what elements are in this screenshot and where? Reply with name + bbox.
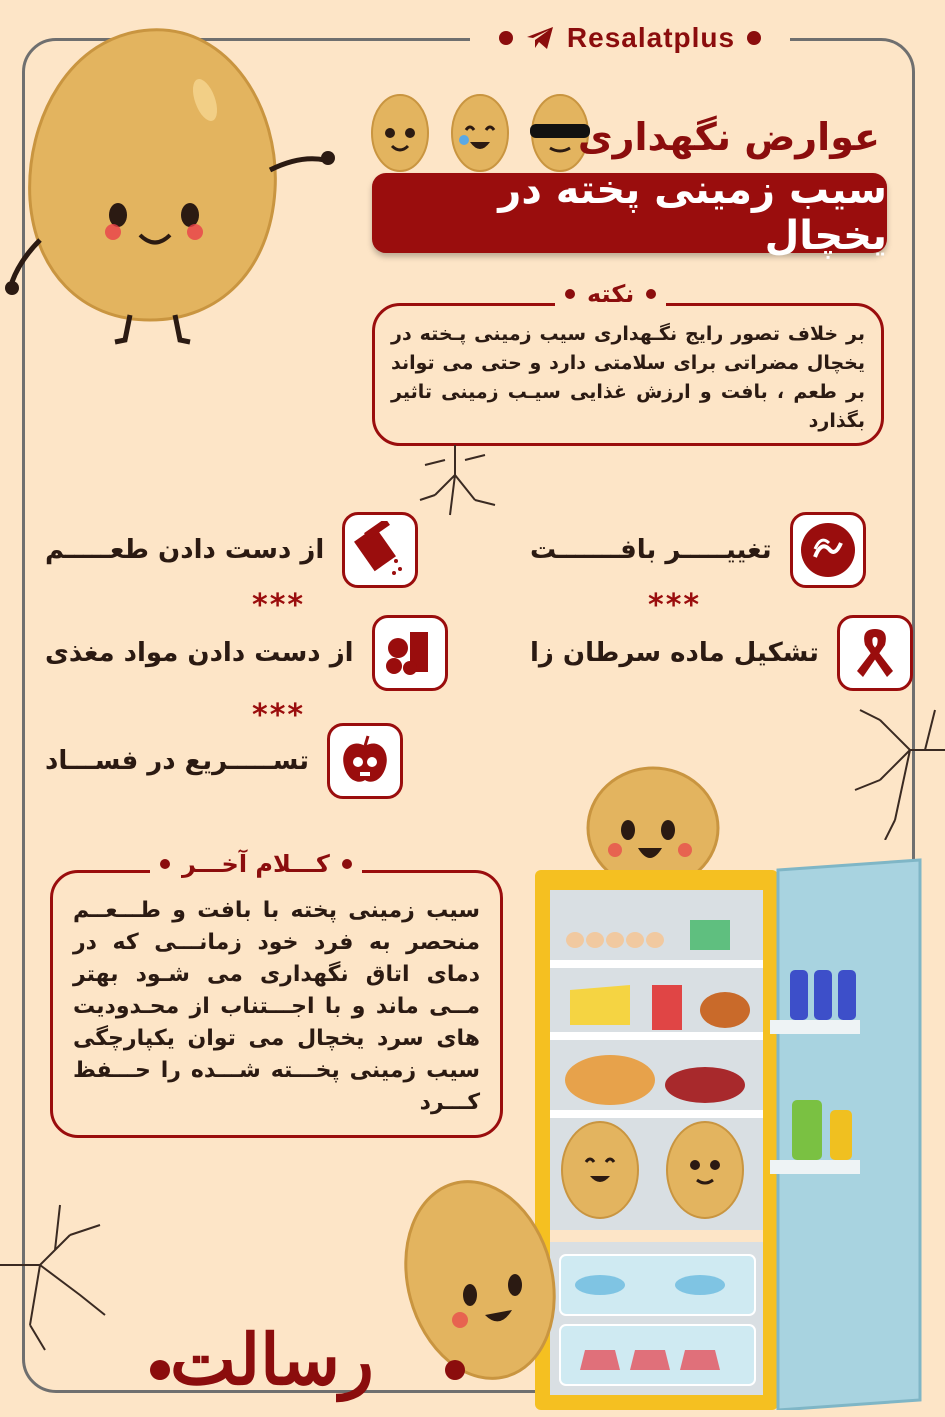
effect-item — [530, 512, 866, 588]
effect-label: تســـــریع در فســـاد — [45, 746, 310, 776]
effect-icon-box — [837, 615, 913, 691]
final-heading — [150, 850, 362, 878]
poison-apple-icon — [338, 734, 392, 788]
logo-dot — [445, 1360, 465, 1380]
potato-mascot-illustration — [0, 20, 345, 350]
effect-icon-box — [342, 512, 418, 588]
effect-label: تغییـــــر بافـــــــت — [530, 535, 772, 565]
logo-dot — [150, 1360, 170, 1380]
effect-label: از دست دادن مواد مغذی — [45, 638, 354, 668]
note-box — [372, 303, 884, 446]
effect-label: از دست دادن طعـــــم — [45, 535, 325, 565]
effect-label: تشکیل ماده سرطان زا — [530, 638, 819, 668]
brand-name: Resalatplus — [566, 22, 736, 53]
cancer-ribbon-icon — [855, 625, 895, 681]
note-heading — [555, 280, 666, 308]
fridge-illustration — [400, 760, 930, 1410]
texture-icon — [801, 523, 855, 577]
effect-item — [45, 723, 403, 799]
note-text: بر خلاف تصور رایج نگـهداری سیب زمینی پـخته در یخچال مضراتی برای سلامتی دارد و حتی می تواند بر طعم ، بافت و ارزش غذایی سیـب زمینی تاثیر بگذارد — [391, 323, 865, 432]
title-line-1: عوارض نگهداری — [577, 115, 880, 159]
effect-item — [45, 615, 448, 691]
nutrients-icon — [382, 628, 438, 678]
effect-icon-box — [327, 723, 403, 799]
bullet-dot — [160, 859, 170, 869]
final-text: سیب زمینی پخته با بافت و طـــعــم منحصر به فرد خود زمانـــی که در دمای اتاق نگهداری می شـود بهتر مــی ماند و با اجـــتناب از محـدودیت های سرد یخچال می توان یکپارچگی سیب زمینی پخـــته شـــده را حـــفظ کـــرد — [73, 898, 480, 1115]
effect-item — [45, 512, 418, 588]
roots-decoration-icon — [405, 445, 505, 520]
emoji-potatoes-illustration — [370, 88, 600, 178]
separator-stars: *** — [648, 588, 702, 623]
salt-shaker-icon — [354, 521, 406, 579]
brand-bar — [470, 18, 790, 58]
bullet-dot — [342, 859, 352, 869]
logo-text: رسالت — [170, 1318, 374, 1401]
effect-icon-box — [790, 512, 866, 588]
bullet-dot — [565, 289, 575, 299]
final-heading-label: کـــلام آخـــر — [182, 850, 330, 878]
effect-icon-box — [372, 615, 448, 691]
title-line-2: سیب زمینی پخته در یخچال — [498, 167, 887, 259]
bullet-dot — [499, 31, 513, 45]
separator-stars: *** — [252, 698, 306, 733]
title-banner — [372, 167, 887, 259]
roots-decoration-icon — [0, 1185, 110, 1355]
note-heading-label: نکته — [587, 280, 635, 308]
bullet-dot — [747, 31, 761, 45]
separator-stars: *** — [252, 588, 306, 623]
effect-item — [530, 615, 913, 691]
telegram-icon — [525, 25, 555, 51]
bullet-dot — [646, 289, 656, 299]
